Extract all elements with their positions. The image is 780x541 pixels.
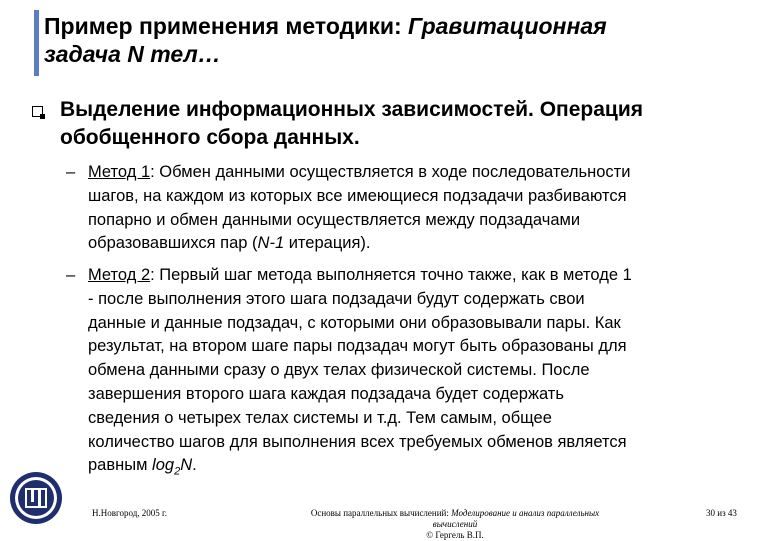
- unn-logo-icon: [8, 470, 64, 526]
- method2-text: Метод 2: Первый шаг метода выполняется точно также, как в методе 1 - после выполнения этого шага подзадачи будут содержать свои данные и данные подзадач, с которыми они образовывали пары. Как результат, на втором шаге пары подзадач могут быть образованы для обмена данными сразу о двух телах физической системы. После завершения второго шага каждая подзадача будет содержать сведения о четырех телах системы и т.д. Тем самым, общее количество шагов для выполнения всех требуемых обменов является равным $\log_2N$.: [88, 266, 632, 478]
- footer-location: Н.Новгород, 2005 г.: [92, 508, 167, 518]
- method1-text: Метод 1: Обмен данными осуществляется в ходе последовательности шагов, на каждом из которых все имеющиеся подзадачи разбиваются попарно и обмен данными осуществляется между подзадачами образовавшихся пар (N-1 итерация).: [88, 163, 631, 253]
- dash-bullet: –: [66, 163, 76, 181]
- title-accent-bar: [34, 10, 39, 76]
- title-part1: Пример применения методики:: [44, 13, 409, 39]
- title-line2: задача N тел…: [44, 41, 221, 67]
- square-bullet-icon: [32, 106, 43, 117]
- log-expression: $\log_2N$: [152, 456, 193, 478]
- main-bullet-text: Выделение информационных зависимостей. Операция обобщенного сбора данных.: [60, 98, 643, 149]
- slide-title: [44, 12, 744, 68]
- title-part2: Гравитационная: [408, 13, 607, 39]
- method2-label: Метод 2: [88, 266, 151, 284]
- method1-label: Метод 1: [88, 163, 151, 181]
- dash-bullet: –: [66, 266, 76, 284]
- footer-course: Основы параллельных вычислений: Моделирование и анализ параллельных вычислений © Гергель В.П.: [310, 508, 600, 540]
- footer-page-number: 30 из 43: [706, 508, 737, 518]
